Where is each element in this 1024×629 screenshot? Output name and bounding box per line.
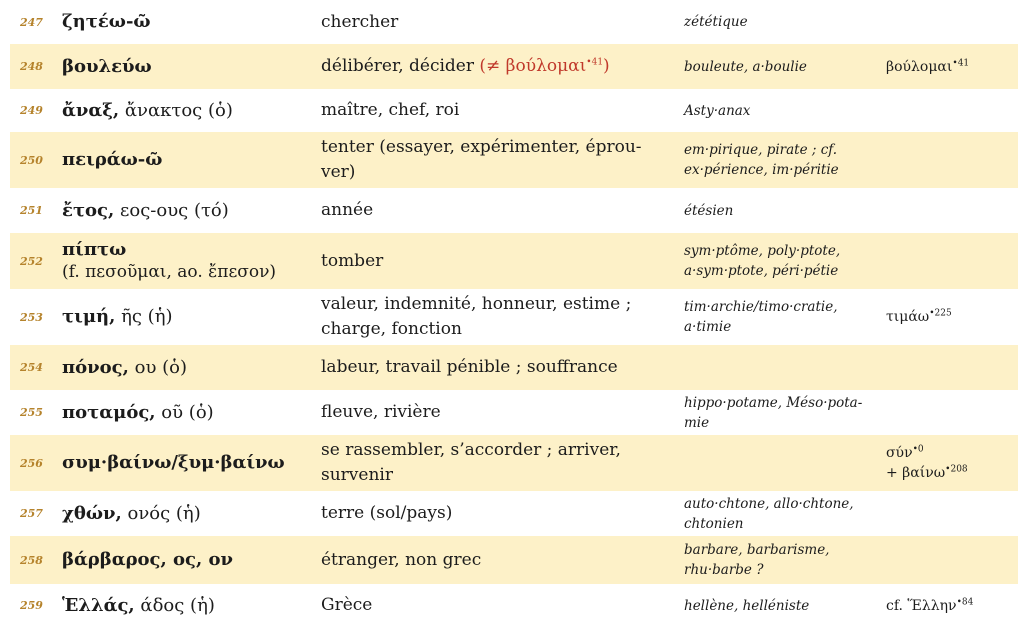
entry-number: 257 (20, 507, 43, 520)
related-word: σύν$^{•0}$ + βαίνω$^{•208}$ (886, 444, 968, 481)
entry-number: 253 (20, 310, 43, 324)
greek-lemma: ποταμός, οῦ (ὁ) (62, 401, 214, 423)
greek-lemma: βάρβαρος, ος, ον (62, 549, 234, 570)
greek-lemma: βουλεύω (62, 55, 152, 77)
contrast-note: (≠ βούλομαι$^{•41}$) (479, 56, 610, 76)
entry-number: 247 (20, 15, 43, 29)
french-meaning: délibérer, décider (≠ βούλομαι$^{•41}$) (321, 56, 610, 76)
greek-lemma: πόνος, ου (ὁ) (62, 356, 188, 378)
etymology-derivatives: em·pirique, pirate ; cf. ex·périence, im·péritie (684, 142, 839, 178)
table-row (10, 188, 1018, 233)
entry-number: 250 (20, 153, 43, 167)
table-row (10, 345, 1018, 390)
french-meaning: tomber (321, 250, 384, 271)
entry-number: 259 (20, 599, 43, 612)
entry-number: 256 (20, 456, 43, 470)
table-row (10, 132, 1018, 188)
table-row (10, 233, 1018, 289)
entry-number: 248 (20, 60, 43, 73)
etymology-derivatives: hellène, helléniste (684, 597, 810, 614)
related-word: cf. Ἕλλην$^{•84}$ (886, 596, 974, 614)
entry-number: 254 (20, 361, 43, 374)
table-row (10, 584, 1018, 627)
related-word: τιμάω$^{•225}$ (886, 308, 952, 325)
table-row (10, 2, 1018, 42)
french-meaning: terre (sol/pays) (321, 503, 453, 523)
table-row (10, 390, 1018, 435)
etymology-derivatives: sym·ptôme, poly·ptote, a·sym·ptote, péri·pétie (684, 243, 841, 279)
greek-lemma: χθών, ονός (ἡ) (62, 502, 201, 524)
entry-number: 251 (20, 204, 43, 217)
entry-number: 249 (20, 104, 43, 117)
etymology-derivatives: bouleute, a·boulie (684, 58, 807, 75)
greek-lemma: Ἑλλάς, άδος (ἡ) (62, 594, 215, 616)
french-meaning: se rassembler, s’accorder ; arriver, survenir (321, 440, 621, 485)
related-word: βούλομαι$^{•41}$ (886, 57, 970, 75)
french-meaning: maître, chef, roi (321, 100, 460, 120)
table-row (10, 89, 1018, 132)
etymology-derivatives: étésien (684, 202, 734, 219)
greek-lemma: ἄναξ, ἄνακτος (ὁ) (62, 99, 233, 121)
etymology-derivatives: auto·chtone, allo·chtone, chtonien (684, 495, 854, 532)
greek-lemma: τιμή, ῆς (ἡ) (62, 306, 173, 327)
french-meaning: tenter (essayer, expérimenter, éprou-ver) (321, 137, 642, 182)
etymology-derivatives: tim·archie/timo·cratie, a·timie (684, 299, 838, 335)
entry-number: 255 (20, 406, 43, 419)
greek-lemma: ζητέω-ῶ (62, 11, 151, 32)
greek-lemma: πειράω-ῶ (62, 149, 163, 170)
entry-number: 258 (20, 553, 43, 567)
greek-lemma: συμ·βαίνω/ξυμ·βαίνω (62, 452, 285, 473)
etymology-derivatives: zététique (684, 14, 748, 30)
table-row (10, 44, 1018, 89)
table-row (10, 435, 1018, 491)
table-row (10, 289, 1018, 345)
greek-lemma: πίπτω (f. πεσοῦμαι, ao. ἔπεσον) (62, 239, 277, 282)
french-meaning: labeur, travail pénible ; souffrance (321, 357, 618, 377)
etymology-derivatives: hippo·potame, Méso·pota-mie (684, 394, 863, 431)
greek-lemma: ἔτος, εος-ους (τό) (62, 199, 229, 221)
french-meaning: Grèce (321, 595, 373, 615)
etymology-derivatives: Asty·anax (684, 102, 751, 119)
entry-number: 252 (20, 254, 43, 268)
table-row (10, 491, 1018, 536)
french-meaning: année (321, 200, 374, 220)
etymology-derivatives: barbare, barbarisme, rhu·barbe ? (684, 542, 830, 578)
table-row (10, 536, 1018, 584)
french-meaning: fleuve, rivière (321, 402, 441, 422)
french-meaning: valeur, indemnité, honneur, estime ; charge, fonction (321, 294, 632, 339)
french-meaning: étranger, non grec (321, 549, 482, 570)
french-meaning: chercher (321, 11, 399, 32)
